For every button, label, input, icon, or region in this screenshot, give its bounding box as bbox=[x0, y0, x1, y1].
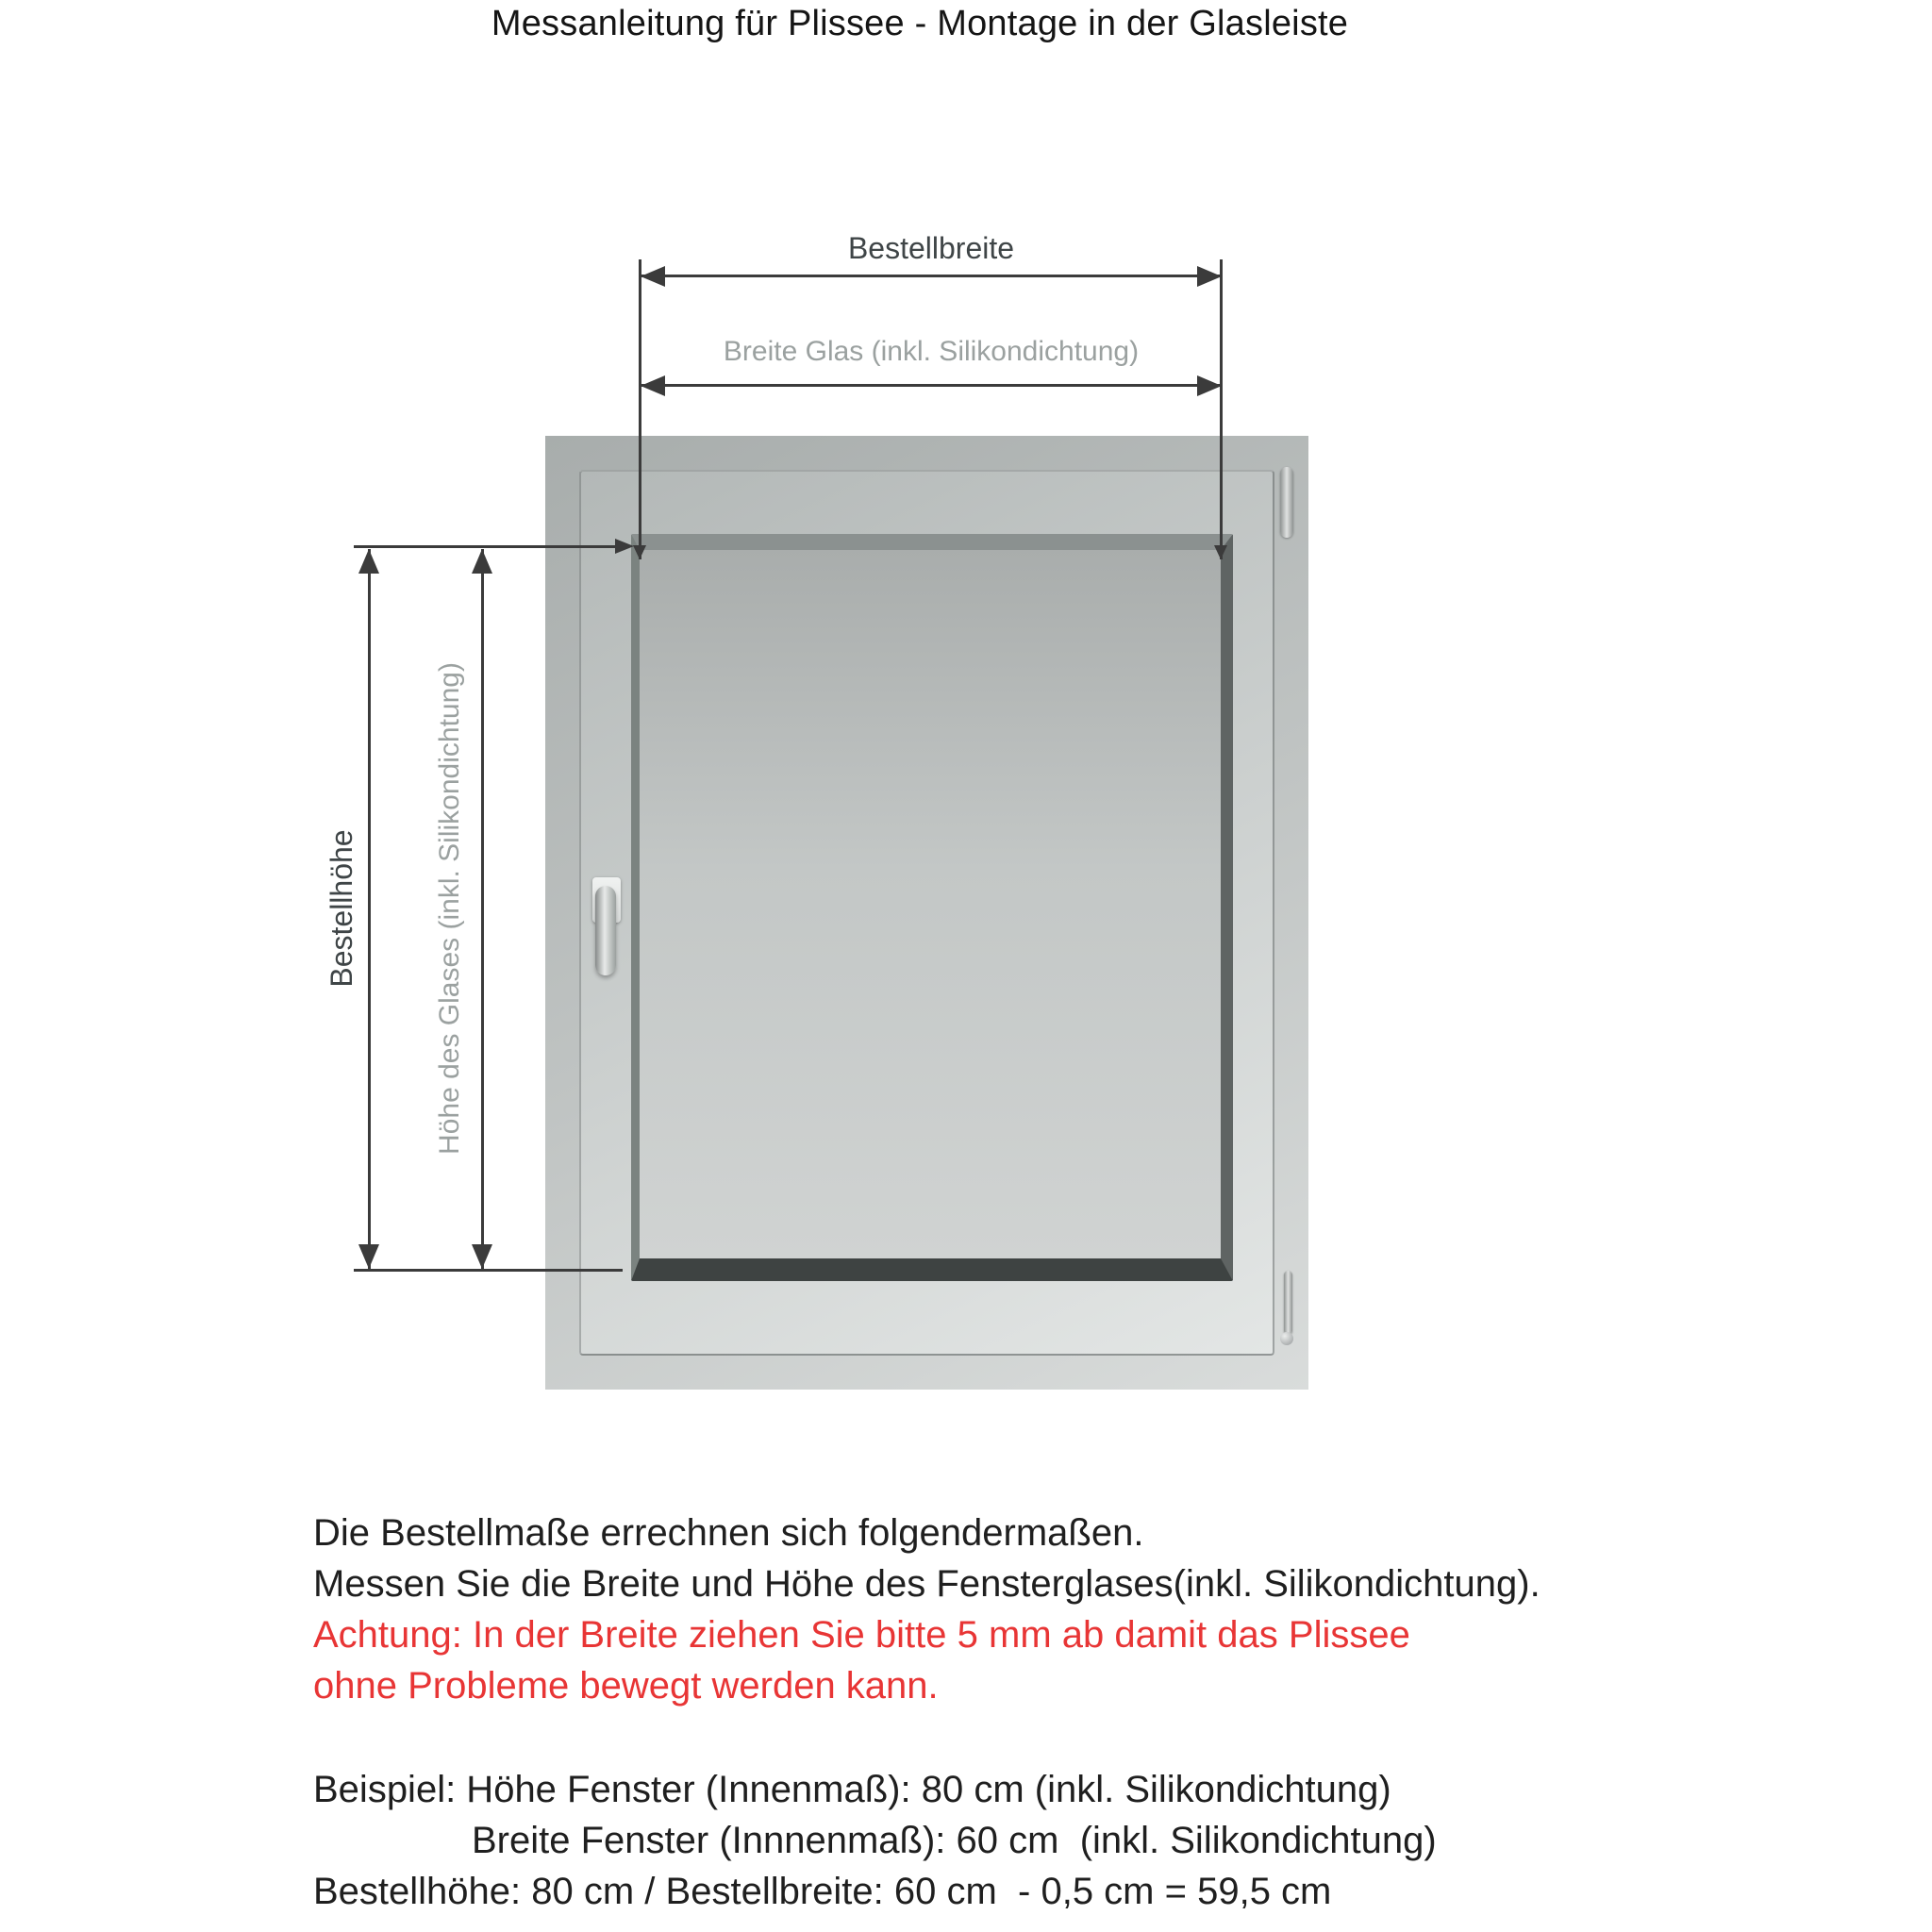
window-hinge-bottom bbox=[1284, 1271, 1292, 1335]
order-height-arrow-line bbox=[368, 549, 371, 1269]
width-extension-right-arrowhead-icon bbox=[1214, 545, 1227, 559]
warning-line-1: Achtung: In der Breite ziehen Sie bitte 5 mm ab damit das Plissee bbox=[313, 1614, 1410, 1656]
window-glass bbox=[631, 534, 1233, 1281]
page-title: Messanleitung für Plissee - Montage in der Glasleiste bbox=[491, 4, 1349, 43]
order-height-arrowhead-top-icon bbox=[358, 549, 379, 574]
height-tick-line-top bbox=[354, 545, 618, 548]
window-handle bbox=[595, 886, 616, 975]
paragraph-spacer bbox=[313, 1711, 1541, 1764]
window-hinge-ball bbox=[1280, 1332, 1293, 1345]
height-tick-top-arrowhead-icon bbox=[615, 539, 634, 554]
width-extension-line-right bbox=[1220, 259, 1223, 559]
order-height-label: Bestellhöhe bbox=[325, 829, 358, 988]
glass-height-arrow-line bbox=[481, 549, 484, 1269]
glass-width-arrowhead-right-icon bbox=[1197, 375, 1222, 396]
glass-height-arrowhead-top-icon bbox=[472, 549, 492, 574]
glass-height-label: Höhe des Glases (inkl. Silikondichtung) bbox=[434, 662, 465, 1155]
example-line-1: Beispiel: Höhe Fenster (Innenmaß): 80 cm (inkl. Silikondichtung) bbox=[313, 1769, 1391, 1810]
glass-width-arrowhead-left-icon bbox=[641, 375, 665, 396]
example-line-2: Breite Fenster (Innnenmaß): 60 cm (inkl. Silikondichtung) bbox=[472, 1820, 1437, 1861]
window-frame bbox=[545, 436, 1308, 1390]
order-width-arrowhead-right-icon bbox=[1197, 266, 1222, 287]
intro-line-2: Messen Sie die Breite und Höhe des Fensterglases(inkl. Silikondichtung). bbox=[313, 1563, 1541, 1605]
order-width-arrow-line bbox=[641, 275, 1222, 277]
warning-line-2: ohne Probleme bewegt werden kann. bbox=[313, 1665, 939, 1707]
order-width-label: Bestellbreite bbox=[847, 231, 1015, 265]
example-line-3: Bestellhöhe: 80 cm / Bestellbreite: 60 cm - 0,5 cm = 59,5 cm bbox=[313, 1871, 1332, 1912]
order-height-arrowhead-bottom-icon bbox=[358, 1244, 379, 1269]
width-extension-left-arrowhead-icon bbox=[633, 545, 646, 559]
window-hinge-top bbox=[1280, 467, 1293, 538]
order-width-arrowhead-left-icon bbox=[641, 266, 665, 287]
width-extension-line-left bbox=[639, 259, 641, 559]
glass-width-label: Breite Glas (inkl. Silikondichtung) bbox=[723, 336, 1140, 367]
intro-line-1: Die Bestellmaße errechnen sich folgendermaßen. bbox=[313, 1512, 1144, 1554]
instructions-block bbox=[313, 1507, 1541, 1917]
glass-width-arrow-line bbox=[641, 384, 1222, 387]
glass-height-arrowhead-bottom-icon bbox=[472, 1244, 492, 1269]
height-tick-line-bottom bbox=[354, 1269, 623, 1272]
